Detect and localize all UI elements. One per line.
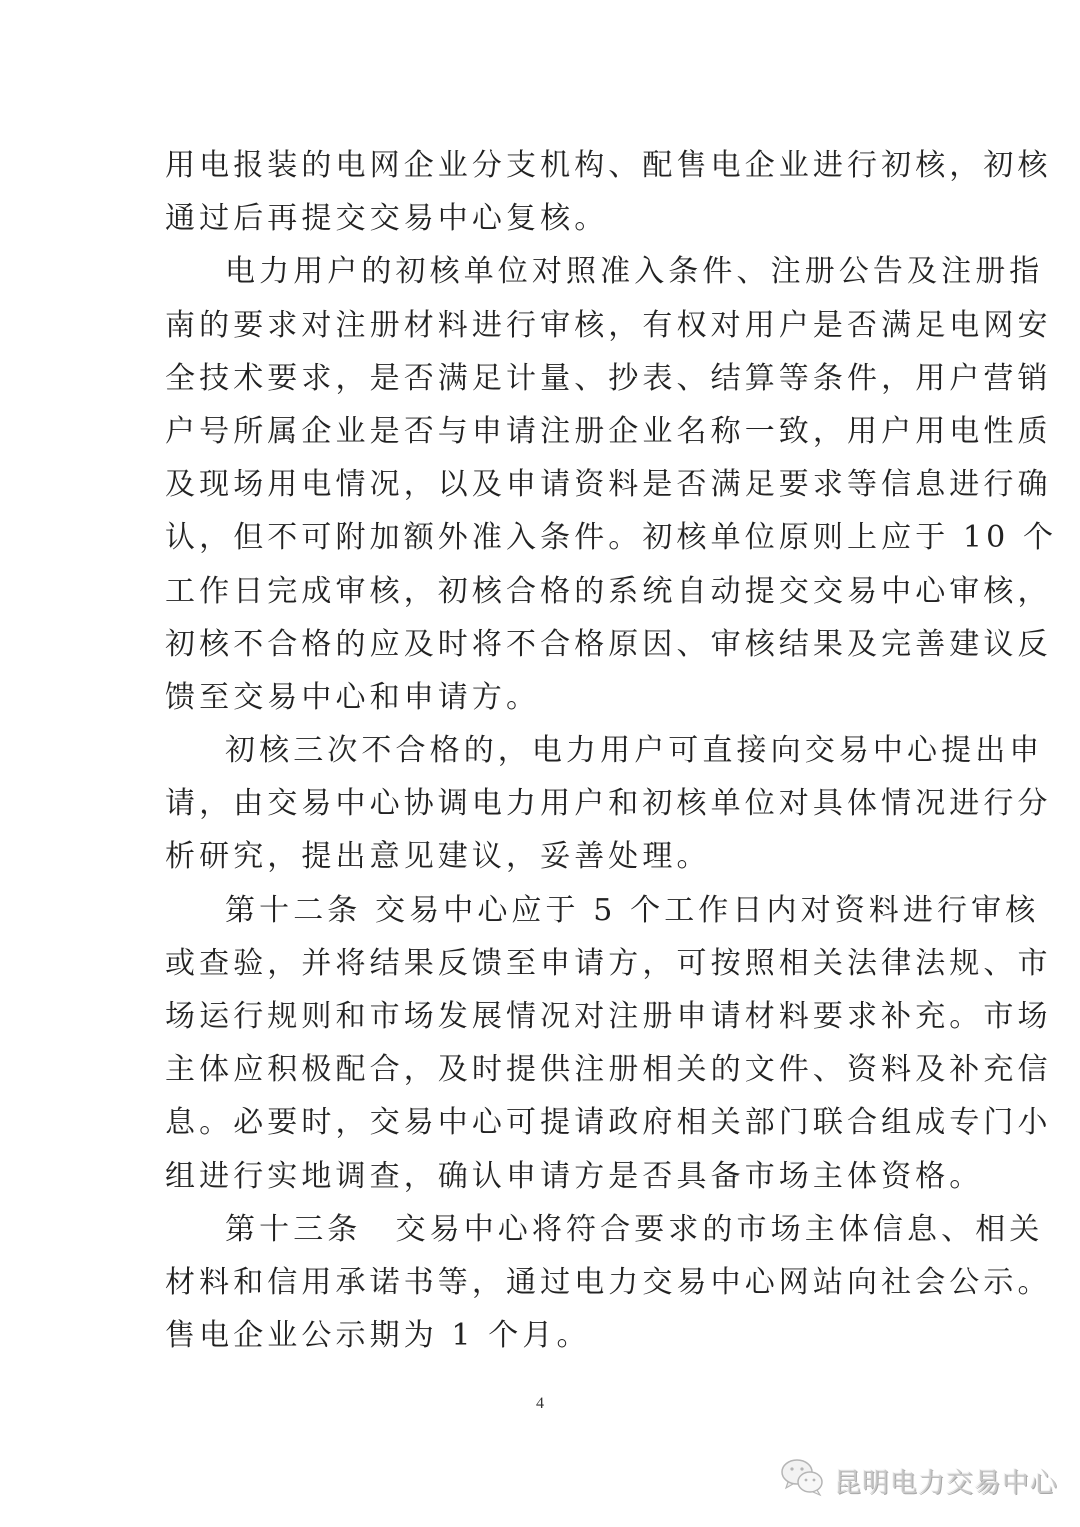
- article-13-heading-line: 第十三条 交易中心将符合要求的市场主体信息、相关: [225, 1211, 1044, 1247]
- watermark-text: 昆明电力交易中心: [834, 1467, 1058, 1499]
- text-line: 请，由交易中心协调电力用户和初核单位对具体情况进行分: [165, 786, 1052, 822]
- text-line: 息。必要时，交易中心可提请政府相关部门联合组成专门小: [165, 1105, 1052, 1141]
- article-12-heading-line: 第十二条 交易中心应于 5 个工作日内对资料进行审核: [225, 892, 1040, 928]
- text-line: 材料和信用承诺书等，通过电力交易中心网站向社会公示。: [165, 1264, 1052, 1300]
- text-line: 组进行实地调查，确认申请方是否具备市场主体资格。: [165, 1158, 984, 1194]
- text-line: 通过后再提交交易中心复核。: [165, 201, 609, 237]
- paragraph-start-line: 电力用户的初核单位对照准入条件、注册公告及注册指: [225, 254, 1044, 290]
- text-line: 馈至交易中心和申请方。: [165, 679, 541, 715]
- watermark: [780, 1458, 1058, 1502]
- paragraph-start-line: 初核三次不合格的，电力用户可直接向交易中心提出申: [225, 733, 1044, 769]
- text-line: 全技术要求，是否满足计量、抄表、结算等条件，用户营销: [165, 360, 1052, 396]
- text-line: 售电企业公示期为 1 个月。: [165, 1318, 591, 1354]
- text-line: 认，但不可附加额外准入条件。初核单位原则上应于 10 个: [165, 520, 1058, 556]
- text-line: 析研究，提出意见建议，妥善处理。: [165, 839, 711, 875]
- text-line: 初核不合格的应及时将不合格原因、审核结果及完善建议反: [165, 626, 1052, 662]
- text-line: 或查验，并将结果反馈至申请方，可按照相关法律法规、市: [165, 945, 1052, 981]
- wechat-icon: [780, 1457, 826, 1504]
- text-line: 主体应积极配合，及时提供注册相关的文件、资料及补充信: [165, 1052, 1052, 1088]
- text-line: 户号所属企业是否与申请注册企业名称一致，用户用电性质: [165, 413, 1052, 449]
- text-line: 场运行规则和市场发展情况对注册申请材料要求补充。市场: [165, 999, 1052, 1034]
- text-line: 用电报装的电网企业分支机构、配售电企业进行初核，初核: [165, 148, 1052, 183]
- page-number: 4: [536, 1395, 544, 1412]
- document-body: [165, 146, 1058, 1369]
- text-line: 南的要求对注册材料进行审核，有权对用户是否满足电网安: [165, 307, 1052, 343]
- text-line: 及现场用电情况，以及申请资料是否满足要求等信息进行确: [165, 467, 1052, 503]
- text-line: 工作日完成审核，初核合格的系统自动提交交易中心审核，: [165, 573, 1052, 609]
